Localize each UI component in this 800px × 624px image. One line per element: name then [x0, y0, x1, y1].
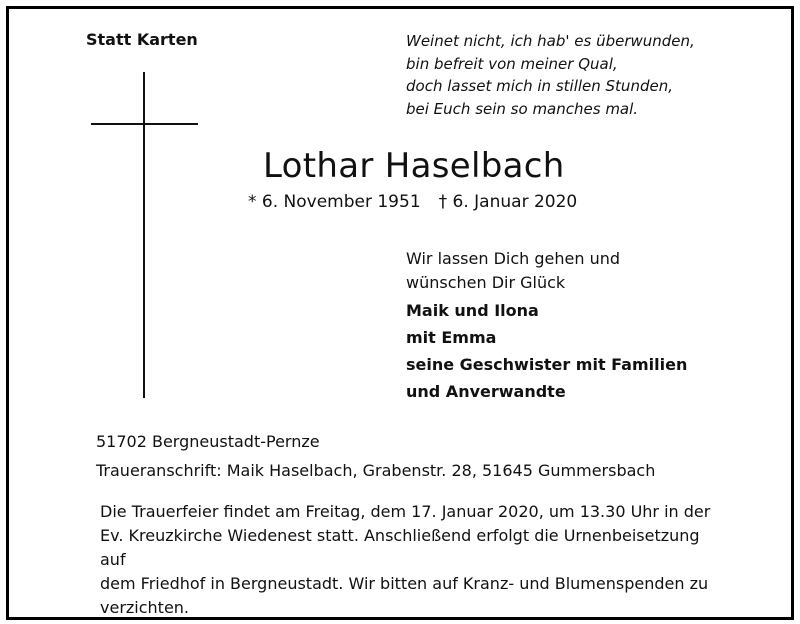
poem-line: bei Euch sein so manches mal.	[406, 99, 639, 118]
death-date: † 6. Januar 2020	[438, 192, 578, 212]
notice-line: verzichten.	[100, 598, 190, 617]
funeral-notice	[100, 500, 730, 620]
notice-line: dem Friedhof in Bergneustadt. Wir bitten auf Kranz- und Blumenspenden zu	[100, 574, 709, 593]
poem-line: Weinet nicht, ich hab' es überwunden,	[406, 32, 695, 50]
poem-line: doch lasset mich in stillen Stunden,	[406, 77, 673, 95]
mourners-list	[406, 297, 687, 405]
notice-line: Die Trauerfeier findet am Freitag, dem 17. Januar 2020, um 13.30 Uhr in der	[100, 502, 711, 521]
cross-vertical-bar	[143, 72, 145, 398]
birth-date: * 6. November 1951	[248, 192, 421, 212]
poem-line: bin befreit von meiner Qual,	[406, 54, 618, 73]
mourner-line: Maik und Ilona	[406, 301, 539, 320]
mourner-line: seine Geschwister mit Familien	[406, 355, 688, 374]
mourning-address: Traueranschrift: Maik Haselbach, Grabenstr. 28, 51645 Gummersbach	[96, 461, 656, 480]
farewell-line: Wir lassen Dich gehen und	[406, 249, 621, 268]
farewell-line: wünschen Dir Glück	[406, 273, 566, 292]
notice-line: Ev. Kreuzkirche Wiedenest statt. Anschließend erfolgt die Urnenbeisetzung auf	[100, 526, 700, 569]
deceased-name: Lothar Haselbach	[263, 146, 565, 186]
statt-karten-label: Statt Karten	[86, 30, 198, 49]
farewell-text	[406, 247, 620, 295]
cross-horizontal-bar	[91, 123, 198, 125]
mourner-line: und Anverwandte	[406, 382, 566, 401]
life-dates	[248, 192, 577, 212]
poem	[406, 30, 695, 120]
place-line: 51702 Bergneustadt-Pernze	[96, 432, 320, 451]
mourner-line: mit Emma	[406, 328, 497, 347]
